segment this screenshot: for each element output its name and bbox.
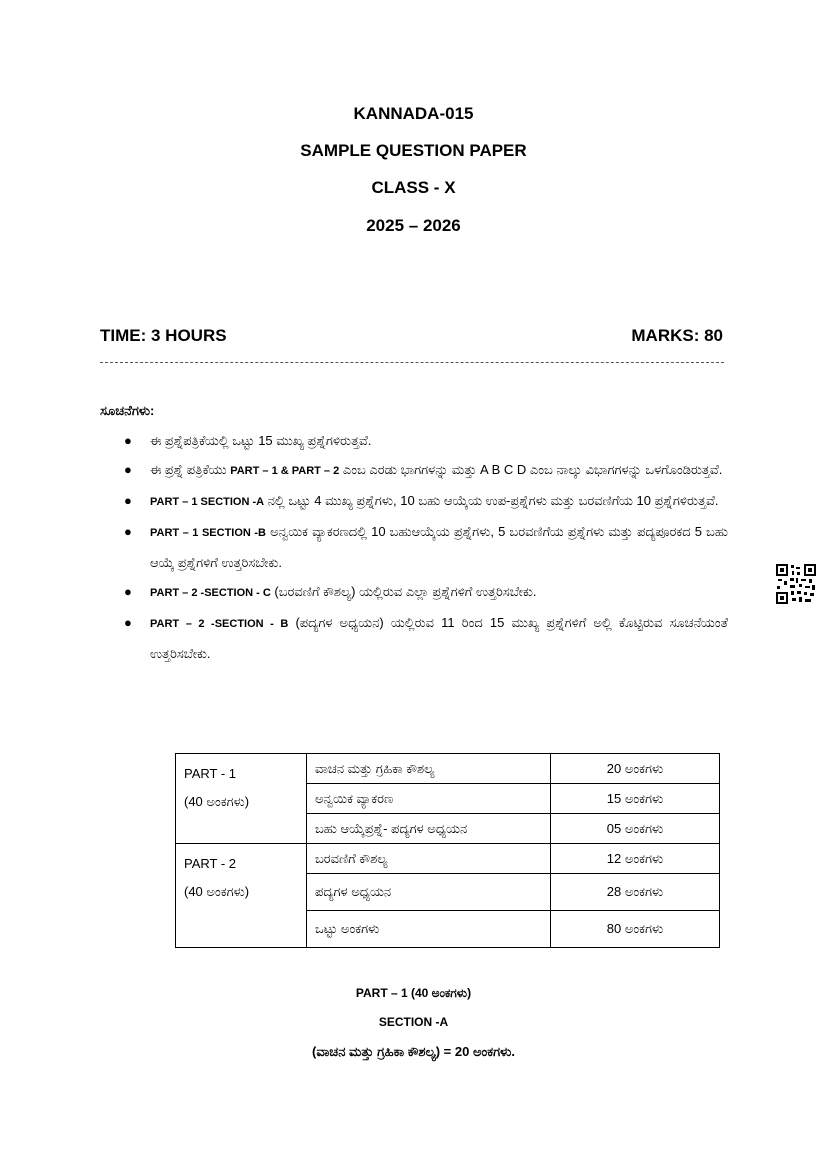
part-heading: PART – 1 (40 ಅಂಕಗಳು) <box>355 986 472 1000</box>
marks-cell: 28 ಅಂಕಗಳು <box>551 874 720 911</box>
bullet-icon: ● <box>124 584 132 599</box>
year-label: 2025 – 2026 <box>366 216 461 235</box>
section-heading: SECTION -A <box>378 1015 449 1029</box>
time-label: TIME: 3 HOURS <box>100 326 227 345</box>
bullet-icon: ● <box>124 615 132 630</box>
table-row <box>176 844 720 874</box>
topic-cell: ಬಹು ಆಯ್ಕೆಪ್ರಶ್ನೆ- ಪದ್ಯಗಳ ಅಧ್ಯಯನ <box>307 814 551 844</box>
bullet-icon: ● <box>124 524 132 539</box>
instruction-item: ● PART – 2 -SECTION - C (ಬರವಣಿಗೆ ಕೌಶಲ್ಯ) ಯಲ್ಲಿರುವ ಎಲ್ಲಾ ಪ್ರಶ್ನೆಗಳಿಗೆ ಉತ್ತರಿಸಬೇಕು. <box>100 577 728 608</box>
topic-cell: ಒಟ್ಟು ಅಂಕಗಳು <box>307 911 551 948</box>
section-subtitle: (ವಾಚನ ಮತ್ತು ಗ್ರಹಿಕಾ ಕೌಶಲ್ಯ) = 20 ಅಂಕಗಳು. <box>312 1044 515 1059</box>
instruction-item: ● PART – 2 -SECTION - B (ಪದ್ಯಗಳ ಅಧ್ಯಯನ) ಯಲ್ಲಿರುವ 11 ರಿಂದ 15 ಮುಖ್ಯ ಪ್ರಶ್ನೆಗಳಿಗೆ ಅಲ್ಲಿ ಕೊಟ್ಟಿರುವ ಸೂಚನೆಯಂತೆ ಉತ್ತರಿಸಬೇಕು. <box>100 608 728 668</box>
topic-cell: ಪದ್ಯಗಳ ಅಧ್ಯಯನ <box>307 874 551 911</box>
table-row <box>176 754 720 784</box>
marks-distribution-table <box>175 753 720 948</box>
topic-cell: ವಾಚನ ಮತ್ತು ಗ್ರಹಿಕಾ ಕೌಶಲ್ಯ <box>307 754 551 784</box>
class-label: CLASS - X <box>371 178 456 197</box>
marks-cell: 15 ಅಂಕಗಳು <box>551 784 720 814</box>
marks-cell: 12 ಅಂಕಗಳು <box>551 844 720 874</box>
topic-cell: ಅನ್ವಯಿಕ ವ್ಯಾಕರಣ <box>307 784 551 814</box>
marks-cell: 20 ಅಂಕಗಳು <box>551 754 720 784</box>
divider <box>100 362 724 363</box>
instruction-item: ● PART – 1 SECTION -B ಅನ್ವಯಿಕ ವ್ಯಾಕರಣದಲ್ಲಿ 10 ಬಹುಆಯ್ಕೆಯ ಪ್ರಶ್ನೆಗಳು, 5 ಬರವಣಿಗೆಯ ಪ್ರಶ್ನೆಗಳು ಮತ್ತು ಪದ್ಯಪೂರಕದ 5 ಬಹು ಆಯ್ಕೆ ಪ್ರಶ್ನೆಗಳಿಗೆ ಉತ್ತರಿಸಬೇಕು. <box>100 517 728 577</box>
marks-cell: 05 ಅಂಕಗಳು <box>551 814 720 844</box>
instructions-title: ಸೂಚನೆಗಳು: <box>100 403 155 418</box>
qr-code-icon <box>776 564 816 604</box>
instruction-item: ● PART – 1 SECTION -A ನಲ್ಲಿ ಒಟ್ಟು 4 ಮುಖ್ಯ ಪ್ರಶ್ನೆಗಳು, 10 ಬಹು ಆಯ್ಕೆಯ ಉಪ-ಪ್ರಶ್ನೆಗಳು ಮತ್ತು ಬರವಣಿಗೆಯ 10 ಪ್ರಶ್ನೆಗಳಿರುತ್ತವೆ. <box>100 486 728 517</box>
part-cell: PART - 1 (40 ಅಂಕಗಳು) <box>176 754 307 844</box>
bullet-icon: ● <box>124 493 132 508</box>
instructions-list <box>100 426 728 668</box>
bullet-icon: ● <box>124 462 132 477</box>
topic-cell: ಬರವಣಿಗೆ ಕೌಶಲ್ಯ <box>307 844 551 874</box>
instruction-item: ● ಈ ಪ್ರಶ್ನೆಪತ್ರಿಕೆಯಲ್ಲಿ ಒಟ್ಟು 15 ಮುಖ್ಯ ಪ್ರಶ್ನೆಗಳಿರುತ್ತವೆ. <box>100 426 728 455</box>
paper-code: KANNADA-015 <box>353 104 474 123</box>
bullet-icon: ● <box>124 433 132 448</box>
paper-title: SAMPLE QUESTION PAPER <box>300 141 527 160</box>
instruction-item: ● ಈ ಪ್ರಶ್ನೆ ಪತ್ರಿಕೆಯು PART – 1 & PART – 2 ಎಂಬ ಎರಡು ಭಾಗಗಳನ್ನು ಮತ್ತು A B C D ಎಂಬ ನಾಲ್ಕು ವಿಭಾಗಗಳನ್ನು ಒಳಗೊಂಡಿರುತ್ತವೆ. <box>100 455 728 486</box>
part-cell: PART - 2 (40 ಅಂಕಗಳು) <box>176 844 307 948</box>
marks-cell: 80 ಅಂಕಗಳು <box>551 911 720 948</box>
marks-label: MARKS: 80 <box>631 326 723 345</box>
